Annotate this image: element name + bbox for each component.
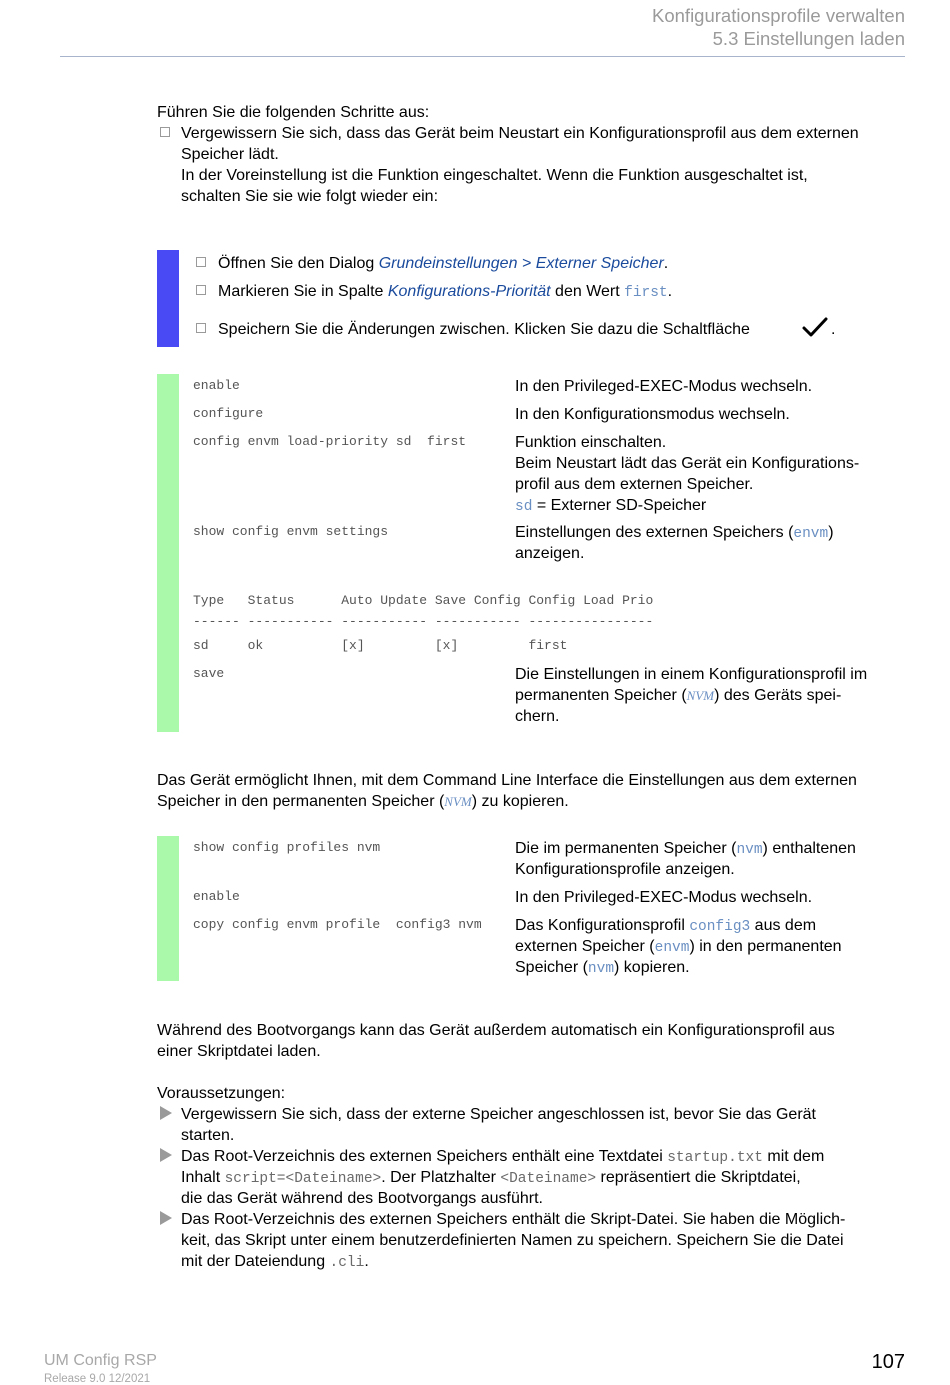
- cli-description: Die im permanenten Speicher (nvm) enthaltenen: [515, 840, 856, 858]
- cli-description: chern.: [515, 708, 560, 725]
- cli-command: enable: [193, 378, 240, 393]
- cli-description: Konfigurationsprofile anzeigen.: [515, 861, 735, 878]
- prereq-line: starten.: [181, 1127, 235, 1144]
- header-divider: [60, 56, 905, 57]
- cli-command: show config profiles nvm: [193, 840, 381, 855]
- checkmark-icon: [801, 316, 829, 340]
- value-first: first: [624, 285, 668, 301]
- gui-step-open-dialog: Öffnen Sie den Dialog Grundeinstellungen > Externer Speicher.: [218, 255, 669, 272]
- cli-command: copy config envm profile config3 nvm: [193, 917, 482, 932]
- cli-command: enable: [193, 889, 240, 904]
- prereq-line: mit der Dateiendung .cli.: [181, 1253, 369, 1271]
- paragraph-line: Während des Bootvorgangs kann das Gerät außerdem automatisch ein Konfigurationsprofil aus: [157, 1022, 835, 1039]
- prereq-line: die das Gerät während des Bootvorgangs ausführt.: [181, 1190, 543, 1207]
- cli-description: profil aus dem externen Speicher.: [515, 476, 754, 493]
- prereq-line: keit, das Skript unter einem benutzerdefinierten Namen zu speichern. Speichern Sie die Datei: [181, 1232, 844, 1249]
- gui-step-mark-value: Markieren Sie in Spalte Konfigurations-Priorität den Wert first.: [218, 283, 673, 301]
- cli-description: Beim Neustart lädt das Gerät ein Konfigurations-: [515, 455, 860, 472]
- section-title: 5.3 Einstellungen laden: [712, 28, 905, 49]
- cli-command: configure: [193, 406, 264, 421]
- dialog-path-link: Grundeinstellungen > Externer Speicher: [378, 255, 664, 272]
- cli-output-separator: ------ ----------- ----------- ----------- ----------------: [193, 614, 654, 629]
- cli-description: In den Privileged-EXEC-Modus wechseln.: [515, 378, 813, 395]
- footer-release: Release 9.0 12/2021: [44, 1373, 151, 1385]
- cli-command: save: [193, 666, 225, 681]
- cli-description: Einstellungen des externen Speichers (envm): [515, 524, 834, 542]
- cli-description: anzeigen.: [515, 545, 585, 562]
- gui-step-save: Speichern Sie die Änderungen zwischen. Klicken Sie dazu die Schaltfläche: [218, 321, 750, 338]
- bullet-triangle-icon: [160, 1211, 172, 1225]
- cli-marker-bar: [157, 836, 179, 981]
- cli-description: In den Privileged-EXEC-Modus wechseln.: [515, 889, 813, 906]
- chapter-title: Konfigurationsprofile verwalten: [652, 5, 905, 26]
- column-name: Konfigurations-Priorität: [387, 283, 551, 300]
- bullet-triangle-icon: [160, 1106, 172, 1120]
- cli-description: sd = Externer SD-Speicher: [515, 497, 707, 515]
- bullet-triangle-icon: [160, 1148, 172, 1162]
- gui-step-save-end: .: [831, 321, 836, 338]
- cli-description: Das Konfigurationsprofil config3 aus dem: [515, 917, 817, 935]
- cli-description: Speicher (nvm) kopieren.: [515, 959, 690, 977]
- cli-description: externen Speicher (envm) in den permanenten: [515, 938, 842, 956]
- paragraph-line: einer Skriptdatei laden.: [157, 1043, 321, 1060]
- cli-output-row: sd ok [x] [x] first: [193, 638, 568, 653]
- paragraph-line: Speicher in den permanenten Speicher (NVM) zu kopieren.: [157, 793, 569, 810]
- intro-text: Führen Sie die folgenden Schritte aus:: [157, 104, 430, 121]
- cli-marker-bar: [157, 374, 179, 732]
- cli-output-header: Type Status Auto Update Save Config Config Load Prio: [193, 593, 654, 608]
- prereq-line: Das Root-Verzeichnis des externen Speichers enthält die Skript-Datei. Sie haben die Möglich-: [181, 1211, 846, 1228]
- footer-doc-title: UM Config RSP: [44, 1352, 157, 1369]
- cli-description: Funktion einschalten.: [515, 434, 667, 451]
- prereq-line: Inhalt script=<Dateiname>. Der Platzhalter <Dateiname> repräsentiert die Skriptdatei,: [181, 1169, 801, 1187]
- prereq-line: Das Root-Verzeichnis des externen Speichers enthält eine Textdatei startup.txt mit dem: [181, 1148, 825, 1166]
- cli-description: Die Einstellungen in einem Konfigurationsprofil im: [515, 666, 868, 683]
- prerequisites-heading: Voraussetzungen:: [157, 1085, 286, 1102]
- cli-description: permanenten Speicher (NVM) des Geräts spei-: [515, 687, 842, 704]
- paragraph-line: Das Gerät ermöglicht Ihnen, mit dem Command Line Interface die Einstellungen aus dem externen: [157, 772, 857, 789]
- cli-command: config envm load-priority sd first: [193, 434, 467, 449]
- step1-line1: Vergewissern Sie sich, dass das Gerät beim Neustart ein Konfigurationsprofil aus dem externen: [181, 125, 859, 142]
- checkbox-icon: [160, 127, 170, 137]
- step1-line3: In der Voreinstellung ist die Funktion eingeschaltet. Wenn die Funktion ausgeschaltet ist,: [181, 167, 808, 184]
- checkbox-icon: [196, 285, 206, 295]
- page-number: 107: [871, 1351, 905, 1373]
- checkbox-icon: [196, 323, 206, 333]
- prereq-line: Vergewissern Sie sich, dass der externe Speicher angeschlossen ist, bevor Sie das Gerät: [181, 1106, 816, 1123]
- checkbox-icon: [196, 257, 206, 267]
- cli-command: show config envm settings: [193, 524, 389, 539]
- step1-line4: schalten Sie sie wie folgt wieder ein:: [181, 188, 439, 205]
- cli-description: In den Konfigurationsmodus wechseln.: [515, 406, 790, 423]
- gui-marker-bar: [157, 250, 179, 347]
- step1-line2: Speicher lädt.: [181, 146, 279, 163]
